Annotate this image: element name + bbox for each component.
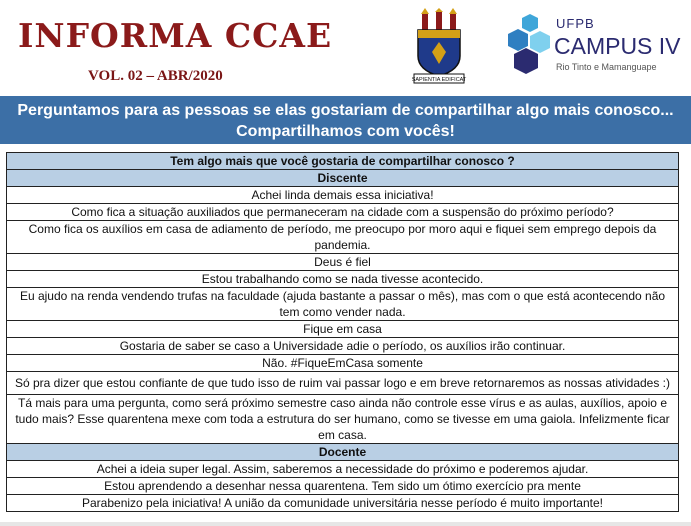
torch-icons bbox=[421, 8, 457, 30]
table-row bbox=[7, 338, 679, 355]
banner-line-1: Perguntamos para as pessoas se elas gostariam de compartilhar algo mais conosco... bbox=[17, 102, 674, 119]
section-row bbox=[7, 170, 679, 187]
banner-line-2: Compartilhamos com vocês! bbox=[236, 123, 455, 140]
answer-cell: Só pra dizer que estou confiante de que tudo isso de ruim vai passar logo e em breve retornaremos as nossas atividades :) bbox=[7, 372, 679, 395]
campus-label: CAMPUS IV bbox=[554, 33, 681, 59]
answer-cell: Tá mais para uma pergunta, como será próximo semestre caso ainda não controle esse vírus e as aulas, auxílios, apoio e tudo mais? Esse quarentena mexe com toda a estrutura do ser humano, como se tivesse em uma gaiola. Infelizmente ficar em casa. bbox=[7, 395, 679, 444]
newsletter-title: INFORMA CCAE bbox=[18, 16, 333, 55]
intro-banner bbox=[0, 96, 691, 144]
answer-cell: Achei linda demais essa iniciativa! bbox=[7, 187, 679, 204]
table-row bbox=[7, 271, 679, 288]
section-row bbox=[7, 444, 679, 461]
answer-cell: Parabenizo pela iniciativa! A união da comunidade universitária nesse período é muito importante! bbox=[7, 495, 679, 512]
table-row bbox=[7, 461, 679, 478]
answer-cell: Estou trabalhando como se nada tivesse acontecido. bbox=[7, 271, 679, 288]
campus-hexagon-logo bbox=[500, 12, 560, 82]
table-row bbox=[7, 288, 679, 321]
section-label-docente: Docente bbox=[7, 444, 679, 461]
table-row bbox=[7, 395, 679, 444]
table-row bbox=[7, 495, 679, 512]
answer-cell: Deus é fiel bbox=[7, 254, 679, 271]
question-header: Tem algo mais que você gostaria de compartilhar conosco ? bbox=[7, 153, 679, 170]
table-row bbox=[7, 321, 679, 338]
responses-table bbox=[6, 152, 679, 512]
table-row bbox=[7, 372, 679, 395]
campus-location: Rio Tinto e Mamanguape bbox=[556, 62, 657, 72]
crest-motto: SAPIENTIA EDIFICAT bbox=[411, 77, 467, 83]
answer-cell: Fique em casa bbox=[7, 321, 679, 338]
section-label-discente: Discente bbox=[7, 170, 679, 187]
answer-cell: Eu ajudo na renda vendendo trufas na faculdade (ajuda bastante a passar o mês), mas com o que está acontecendo não tem como vender nada. bbox=[7, 288, 679, 321]
table-row bbox=[7, 254, 679, 271]
answer-cell: Achei a ideia super legal. Assim, saberemos a necessidade do próximo e poderemos ajudar. bbox=[7, 461, 679, 478]
answer-cell: Como fica os auxílios em casa de adiamento de período, me preocupo por moro aqui e fiquei sem emprego depois da pandemia. bbox=[7, 221, 679, 254]
answer-cell: Não. #FiqueEmCasa somente bbox=[7, 355, 679, 372]
answer-cell: Estou aprendendo a desenhar nessa quarentena. Tem sido um ótimo exercício pra mente bbox=[7, 478, 679, 495]
question-row bbox=[7, 153, 679, 170]
table-row bbox=[7, 204, 679, 221]
page-bottom-edge bbox=[0, 522, 691, 526]
table-row bbox=[7, 355, 679, 372]
volume-label: VOL. 02 – ABR/2020 bbox=[88, 68, 223, 84]
table-row bbox=[7, 187, 679, 204]
answer-cell: Gostaria de saber se caso a Universidade adie o período, os auxílios irão continuar. bbox=[7, 338, 679, 355]
ufpb-crest-logo bbox=[410, 8, 468, 84]
table-row bbox=[7, 478, 679, 495]
answer-cell: Como fica a situação auxiliados que permaneceram na cidade com a suspensão do próximo período? bbox=[7, 204, 679, 221]
table-row bbox=[7, 221, 679, 254]
ufpb-label: UFPB bbox=[556, 16, 595, 31]
